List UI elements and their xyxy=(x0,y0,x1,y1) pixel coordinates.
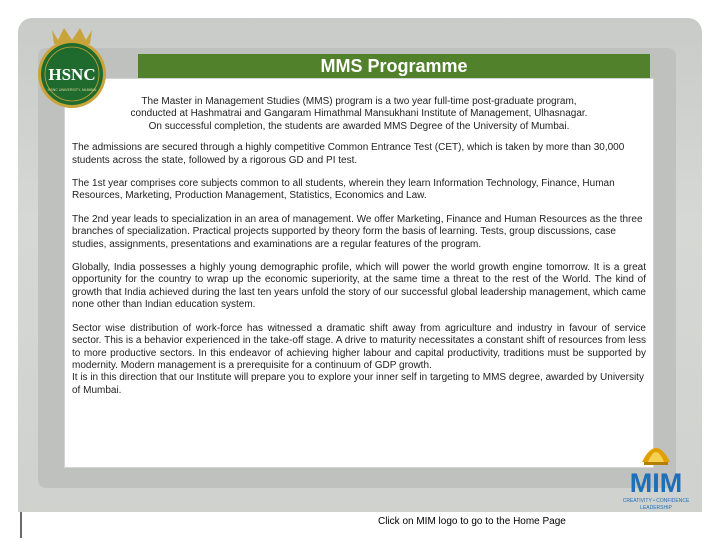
edge-mark xyxy=(20,512,22,538)
bottom-strip xyxy=(18,512,702,540)
intro-line: conducted at Hashmatrai and Gangaram Himathmal Mansukhani Institute of Management, Ulhasnagar. xyxy=(130,108,588,120)
home-page-hint: Click on MIM logo to go to the Home Page xyxy=(378,516,566,527)
mim-logo-text: MIM xyxy=(629,468,683,498)
mim-tagline: CREATIVITY • CONFIDENCE xyxy=(622,498,690,504)
paragraph-first-year: The 1st year comprises core subjects common to all students, wherein they learn Information Technology, Finance, Human Resources, Marketing, Production Management, Statistics, Economics and Law. xyxy=(72,178,615,202)
mim-logo[interactable] xyxy=(612,432,700,516)
content-body xyxy=(72,96,646,408)
logo-subtext: HSNC UNIVERSITY, MUMBAI xyxy=(47,88,97,92)
intro-line: The Master in Management Studies (MMS) program is a two year full-time post-graduate program, xyxy=(141,96,577,107)
mim-tagline: LEADERSHIP xyxy=(640,505,672,511)
logo-text: HSNC xyxy=(48,65,96,84)
paragraph-sector: Sector wise distribution of work-force has witnessed a dramatic shift away from agriculture and industry in favour of service sector. This is a behavior experienced in the take-off stage. A drive to maturity necessitates a constant shift of resources from less to more productive sectors. In this endeavor of achieving higher labour and capital productivity, traditions must be supported by modernity. Modern management is a prerequisite for a continuum of GDP growth. xyxy=(72,322,646,371)
intro-paragraph xyxy=(72,96,646,133)
intro-line: On successful completion, the students are awarded MMS Degree of the University of Mumbai. xyxy=(148,120,570,132)
paragraph-globally: Globally, India possesses a highly young demographic profile, which will power the world growth engine tomorrow. It is a great opportunity for the country to wrap up the economic superiority, at the same time a threat to the rest of the World. The kind of growth that India achieved during the last ten years unfold the story of our successful global leadership management, which came none other than Indian education system. xyxy=(72,262,646,311)
page-title: MMS Programme xyxy=(138,54,650,78)
paragraph-admissions: The admissions are secured through a highly competitive Common Entrance Test (CET), which is taken by more than 30,000 students across the state, followed by a rigorous GD and PI test. xyxy=(72,142,625,166)
paragraph-direction: It is in this direction that our Institute will prepare you to explore your inner self in targeting to MMS degree, awarded by University of Mumbai. xyxy=(72,372,644,396)
lamp-rim xyxy=(644,462,668,465)
paragraph-second-year: The 2nd year leads to specialization in an area of management. We offer Marketing, Finance and Human Resources as the three branches of specialization. Practical projects supported by theory form the basis of learning. Tests, group discussions, case studies, assignments, presentations and examinations are a regular features of the program. xyxy=(72,213,643,250)
